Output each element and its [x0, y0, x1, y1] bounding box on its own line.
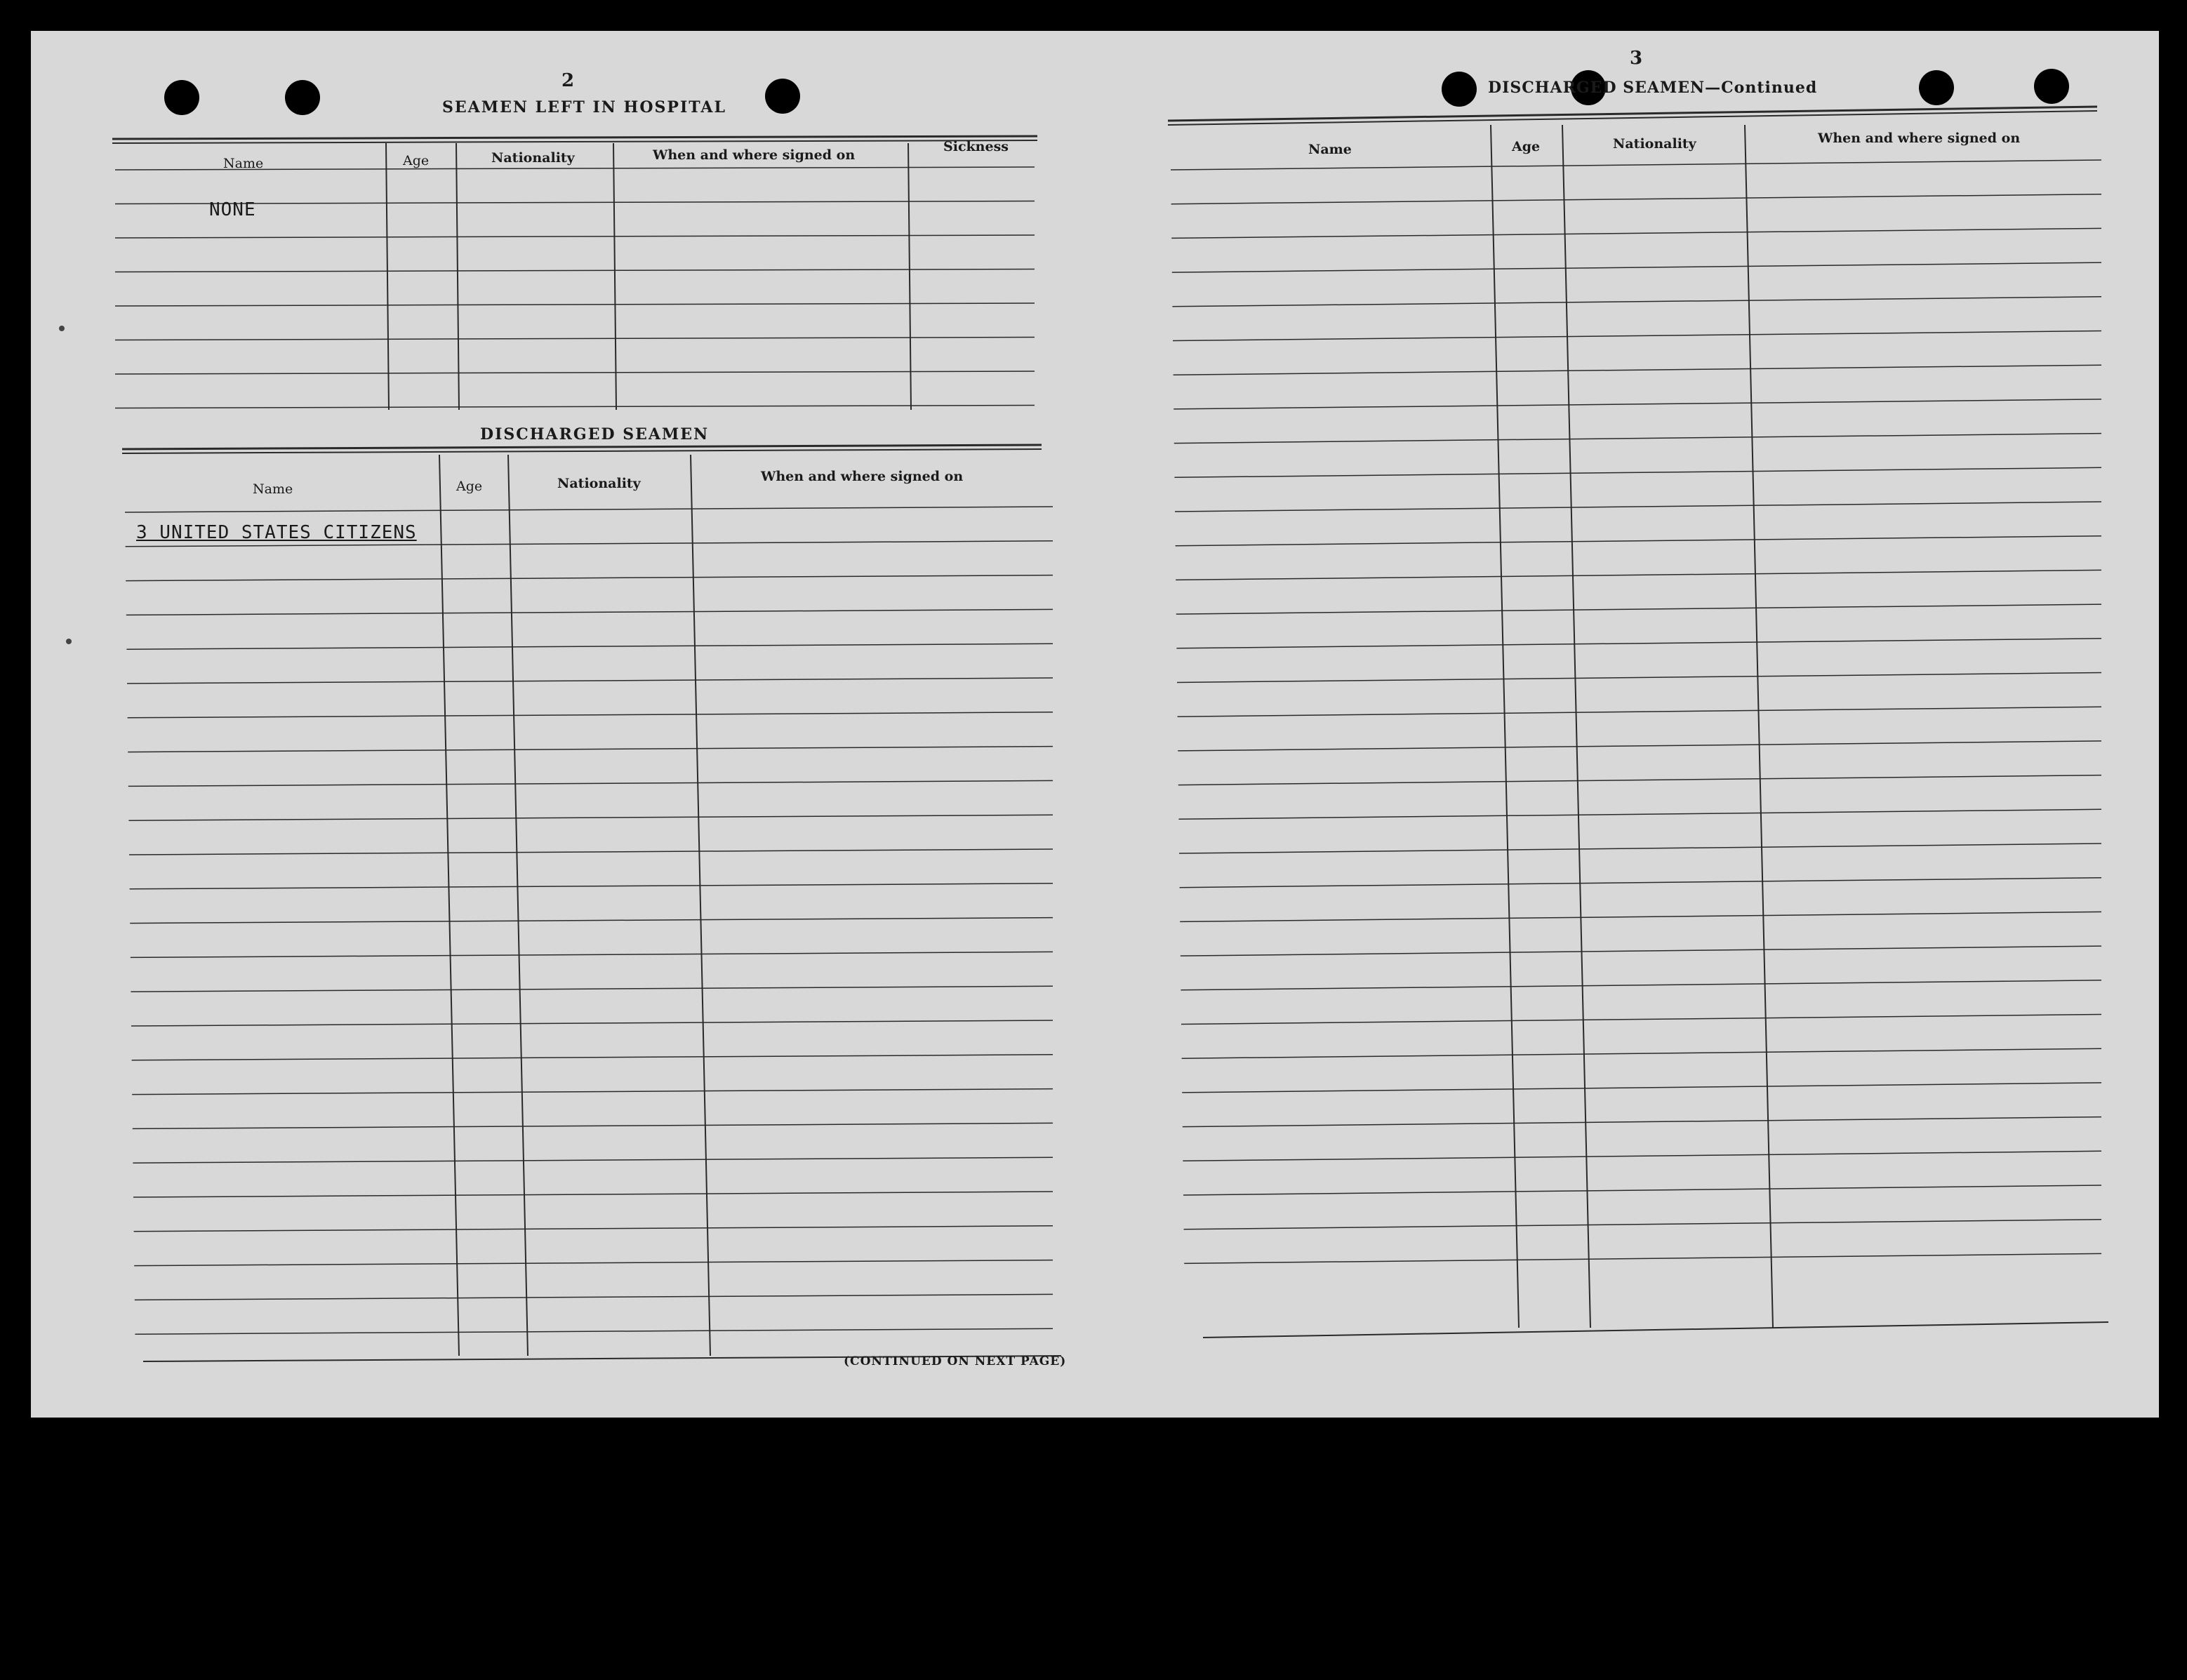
document-sheet	[31, 31, 2159, 1418]
table-top-rule	[112, 136, 1037, 139]
row-rule	[1178, 775, 2101, 785]
row-rule	[115, 338, 1035, 340]
row-rule	[128, 780, 1053, 786]
column-rule	[439, 455, 459, 1356]
row-rule	[129, 849, 1053, 855]
discharged-col-age: Age	[456, 479, 483, 494]
row-rule	[133, 1192, 1053, 1197]
row-rule	[1182, 1083, 2101, 1093]
table-top-rule	[112, 140, 1037, 143]
paper-speck	[59, 326, 65, 331]
row-rule	[1171, 160, 2101, 170]
row-rule	[1174, 365, 2101, 375]
column-rule	[1745, 125, 1773, 1328]
row-rule	[125, 507, 1053, 512]
row-rule	[134, 1260, 1053, 1266]
hospital-col-signed-on: When and where signed on	[653, 147, 856, 163]
discharged-col-name: Name	[253, 481, 293, 497]
row-rule	[1183, 1151, 2101, 1161]
row-rule	[131, 986, 1053, 992]
punch-hole	[2034, 69, 2069, 104]
row-rule	[133, 1123, 1053, 1128]
row-rule	[1176, 536, 2101, 546]
row-rule	[1175, 502, 2101, 512]
row-rule	[130, 884, 1053, 889]
punch-hole	[765, 79, 800, 114]
row-rule	[1180, 878, 2101, 888]
row-rule	[1172, 297, 2101, 307]
bottom-rule	[1203, 1322, 2108, 1338]
row-rule	[1178, 707, 2101, 716]
row-rule	[128, 712, 1053, 718]
hospital-col-age: Age	[403, 153, 430, 168]
column-rule	[908, 143, 911, 410]
row-rule	[1172, 262, 2101, 272]
column-rule	[456, 143, 459, 410]
row-rule	[135, 1328, 1053, 1334]
hospital-col-sickness: Sickness	[943, 139, 1009, 154]
row-rule	[1174, 434, 2101, 444]
hospital-col-name: Name	[223, 156, 264, 171]
row-rule	[134, 1226, 1053, 1232]
row-rule	[1176, 604, 2101, 614]
row-rule	[128, 747, 1053, 752]
row-rule	[127, 678, 1053, 684]
row-rule	[1183, 1117, 2101, 1127]
row-rule	[115, 406, 1035, 408]
row-rule	[1179, 844, 2101, 853]
right-col-age: Age	[1512, 139, 1541, 154]
hospital-section-title: SEAMEN LEFT IN HOSPITAL	[442, 98, 726, 116]
row-rule	[1181, 1015, 2101, 1025]
punch-hole	[1919, 70, 1954, 105]
paper-speck	[66, 639, 72, 644]
row-rule	[128, 815, 1053, 820]
row-rule	[135, 1294, 1053, 1300]
column-rule	[613, 143, 616, 410]
continued-note: (CONTINUED ON NEXT PAGE)	[844, 1354, 1067, 1368]
row-rule	[1181, 980, 2101, 990]
left-page-number: 2	[561, 70, 575, 91]
hospital-col-nationality: Nationality	[491, 150, 575, 166]
row-rule	[131, 952, 1053, 957]
row-rule	[1177, 673, 2101, 683]
table-top-rule	[122, 449, 1042, 453]
row-rule	[126, 644, 1053, 649]
form-ruling-lines	[31, 31, 2159, 1418]
row-rule	[1184, 1220, 2101, 1229]
column-rule	[691, 455, 710, 1356]
row-rule	[1180, 912, 2101, 921]
row-rule	[133, 1157, 1053, 1163]
row-rule	[126, 575, 1053, 581]
punch-hole	[285, 80, 320, 115]
discharged-entry: 3 UNITED STATES CITIZENS	[136, 522, 417, 543]
right-col-name: Name	[1308, 142, 1352, 157]
row-rule	[1183, 1185, 2101, 1195]
row-rule	[132, 1089, 1053, 1095]
column-rule	[386, 143, 389, 410]
row-rule	[1178, 809, 2101, 819]
discharged-col-nationality: Nationality	[557, 476, 641, 491]
row-rule	[1171, 194, 2101, 204]
row-rule	[130, 918, 1053, 924]
row-rule	[1174, 399, 2101, 409]
row-rule	[1176, 639, 2101, 648]
hospital-entry: NONE	[209, 199, 256, 220]
right-col-signed-on: When and where signed on	[1818, 131, 2021, 146]
row-rule	[115, 303, 1035, 306]
column-rule	[1562, 125, 1590, 1328]
punch-hole	[1442, 72, 1477, 107]
row-rule	[115, 235, 1035, 238]
row-rule	[1176, 570, 2101, 580]
row-rule	[132, 1055, 1053, 1060]
column-rule	[508, 455, 528, 1356]
right-col-nationality: Nationality	[1613, 136, 1696, 152]
discharged-section-title: DISCHARGED SEAMEN	[480, 425, 710, 444]
table-top-rule	[122, 445, 1042, 449]
row-rule	[1173, 331, 2101, 341]
row-rule	[1174, 467, 2101, 477]
row-rule	[1171, 228, 2101, 238]
row-rule	[1184, 1253, 2101, 1263]
discharged-col-signed-on: When and where signed on	[761, 469, 964, 484]
row-rule	[131, 1020, 1053, 1026]
column-rule	[1491, 125, 1519, 1328]
right-page-number: 3	[1630, 48, 1643, 69]
row-rule	[115, 269, 1035, 272]
row-rule	[126, 609, 1053, 615]
right-section-title: DISCHARGED SEAMEN—Continued	[1488, 79, 1818, 97]
row-rule	[1178, 741, 2101, 751]
punch-hole	[164, 80, 199, 115]
row-rule	[1181, 946, 2101, 956]
row-rule	[115, 371, 1035, 374]
row-rule	[1182, 1048, 2101, 1058]
